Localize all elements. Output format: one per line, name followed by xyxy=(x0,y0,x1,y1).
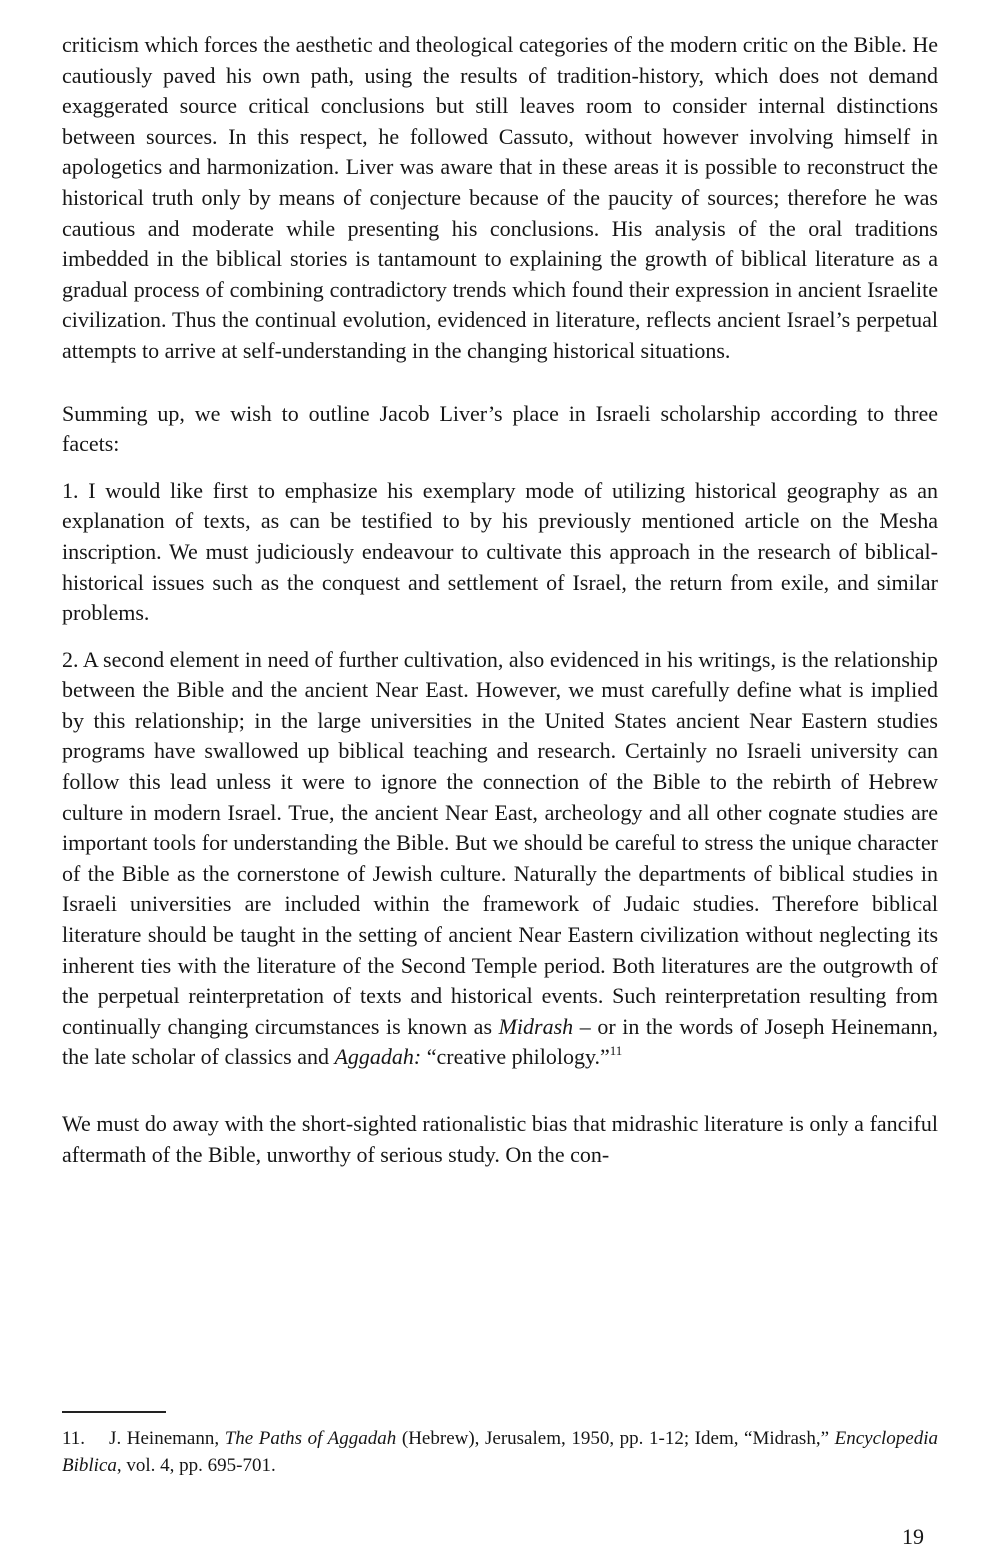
paragraph-intro: criticism which forces the aesthetic and theological categories of the modern critic on the Bible. He cautiously paved his own path, using the results of tradition-history, which does not demand exaggerated source critical conclusions but still leaves room to consider internal distinctions between sources. In this respect, he followed Cassuto, without however involving himself in apologetics and harmonization. Liver was aware that in these areas it is possible to reconstruct the historical truth only by means of conjecture because of the paucity of sources; therefore he was cautious and moderate while presenting his conclusions. His analysis of the oral traditions imbedded in the biblical stories is tantamount to explaining the growth of biblical literature as a gradual process of combining contradictory trends which found their expression in ancient Israelite civilization. Thus the continual evolution, evidenced in literature, reflects ancient Israel’s perpetual attempts to arrive at self-understanding in the changing historical situations. xyxy=(62,32,938,363)
paragraph-point-2 xyxy=(62,645,938,1073)
footnote-text-2: , vol. 4, pp. 695-701. xyxy=(116,1455,276,1476)
paragraph-point-1: 1. I would like first to emphasize his exemplary mode of utilizing historical geography as an explanation of texts, as can be testified to by his previously mentioned article on the Mesha inscription. We must judiciously endeavour to cultivate this approach in the research of biblical-historical issues such as the conquest and settlement of Israel, the return from exile, and similar problems. xyxy=(62,477,938,626)
footnote-number: 11. xyxy=(62,1428,86,1449)
footnote-divider xyxy=(62,1411,166,1413)
term-midrash: Midrash xyxy=(498,1013,574,1039)
point-2-text-mid: – or in the words of Joseph Heinemann, the late scholar of classics and xyxy=(62,1013,938,1070)
footnotes xyxy=(62,1411,938,1479)
footnote-reference[interactable]: 11 xyxy=(609,1043,623,1059)
page-number: 19 xyxy=(902,1524,924,1549)
point-2-text-end: “creative philology.” xyxy=(421,1044,610,1070)
page-body xyxy=(62,30,938,1170)
paragraph-closing: We must do away with the short-sighted rationalistic bias that midrashic literature is only a fanciful aftermath of the Bible, unworthy of serious study. On the con- xyxy=(62,1111,938,1167)
footnote-author: J. Heinemann, xyxy=(109,1428,225,1449)
term-aggadah: Aggadah: xyxy=(334,1044,422,1070)
footnote-title-encyclopedia: Encyclopedia Biblica xyxy=(62,1428,938,1476)
point-2-text-start: 2. A second element in need of further cultivation, also evidenced in his writings, is the relationship between the Bible and the ancient Near East. However, we must carefully define what is implied by this relationship; in the large universities in the United States ancient Near Eastern studies programs have swallowed up biblical teaching and research. Certainly no Israeli university can follow this lead unless it were to ignore the connection of the Bible to the rebirth of Hebrew culture in modern Israel. True, the ancient Near East, archeology and all other cognate studies are important tools for understanding the Bible. But we should be careful to stress the unique character of the Bible as the cornerstone of Jewish culture. Naturally the departments of biblical studies in Israeli universities are included within the framework of Judaic studies. Therefore biblical literature should be taught in the setting of ancient Near Eastern civilization without neglecting its inherent ties with the literature of the Second Temple period. Both literatures are the outgrowth of the perpetual reinterpretation of texts and historical events. Such reinterpretation resulting from continually changing circumstances is known as xyxy=(62,646,938,1039)
paragraph-summary: Summing up, we wish to outline Jacob Liver’s place in Israeli scholarship according to three facets: xyxy=(62,400,938,457)
footnote-text-1: (Hebrew), Jerusalem, 1950, pp. 1-12; Idem, “Midrash,” xyxy=(396,1428,835,1449)
footnote-11 xyxy=(62,1425,938,1479)
footnote-title-paths: The Paths of Aggadah xyxy=(224,1428,397,1449)
